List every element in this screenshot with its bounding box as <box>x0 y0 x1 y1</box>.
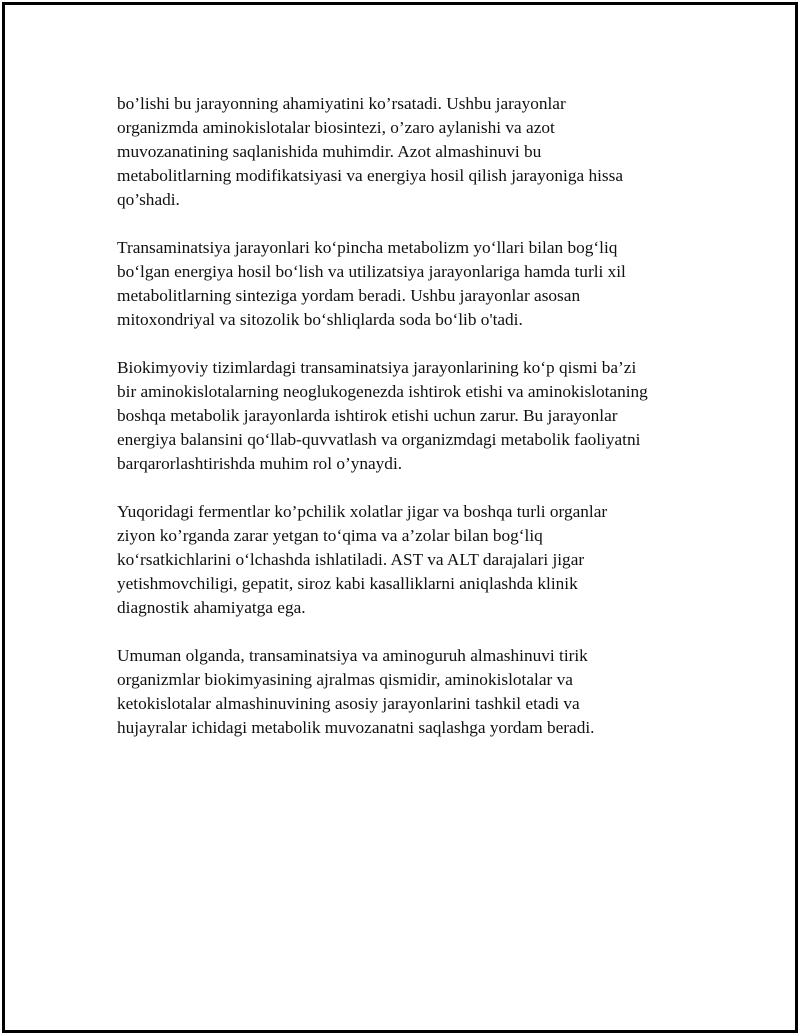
text-line: energiya balansini qo‘llab-quvvatlash va organizmdagi metabolik faoliyatni <box>117 430 641 449</box>
text-line: organizmda aminokislotalar biosintezi, o’zaro aylanishi va azot <box>117 118 555 137</box>
text-line: metabolitlarning modifikatsiyasi va energiya hosil qilish jarayoniga hissa <box>117 166 624 185</box>
paragraph <box>117 500 717 620</box>
text-line: qo’shadi. <box>117 190 180 209</box>
text-line: bir aminokislotalarning neoglukogenezda ishtirok etishi va aminokislotaning <box>117 382 648 401</box>
text-line: Yuqoridagi fermentlar ko’pchilik xolatlar jigar va boshqa turli organlar <box>117 502 608 521</box>
text-line: ko‘rsatkichlarini o‘lchashda ishlatiladi. AST va ALT darajalari jigar <box>117 550 585 569</box>
paragraph <box>117 92 717 212</box>
text-line: ziyon ko’rganda zarar yetgan to‘qima va a’zolar bilan bog‘liq <box>117 526 543 545</box>
text-line: Umuman olganda, transaminatsiya va aminoguruh almashinuvi tirik <box>117 646 588 665</box>
text-line: metabolitlarning sinteziga yordam beradi. Ushbu jarayonlar asosan <box>117 286 581 305</box>
document-body <box>117 92 717 764</box>
text-line: diagnostik ahamiyatga ega. <box>117 598 306 617</box>
text-line: hujayralar ichidagi metabolik muvozanatni saqlashga yordam beradi. <box>117 718 595 737</box>
paragraph <box>117 236 717 332</box>
text-line: organizmlar biokimyasining ajralmas qismidir, aminokislotalar va <box>117 670 573 689</box>
text-line: Biokimyoviy tizimlardagi transaminatsiya jarayonlarining ko‘p qismi ba’zi <box>117 358 637 377</box>
text-line: bo’lishi bu jarayonning ahamiyatini ko’rsatadi. Ushbu jarayonlar <box>117 94 566 113</box>
text-line: mitoxondriyal va sitozolik bo‘shliqlarda soda bo‘lib o'tadi. <box>117 310 523 329</box>
text-line: ketokislotalar almashinuvining asosiy jarayonlarini tashkil etadi va <box>117 694 580 713</box>
text-line: yetishmovchiligi, gepatit, siroz kabi kasalliklarni aniqlashda klinik <box>117 574 578 593</box>
text-line: bo‘lgan energiya hosil bo‘lish va utilizatsiya jarayonlariga hamda turli xil <box>117 262 626 281</box>
text-line: barqarorlashtirishda muhim rol o’ynaydi. <box>117 454 403 473</box>
paragraph <box>117 644 717 740</box>
text-line: muvozanatining saqlanishida muhimdir. Azot almashinuvi bu <box>117 142 542 161</box>
paragraph <box>117 356 717 476</box>
text-line: Transaminatsiya jarayonlari ko‘pincha metabolizm yo‘llari bilan bog‘liq <box>117 238 618 257</box>
text-line: boshqa metabolik jarayonlarda ishtirok etishi uchun zarur. Bu jarayonlar <box>117 406 618 425</box>
